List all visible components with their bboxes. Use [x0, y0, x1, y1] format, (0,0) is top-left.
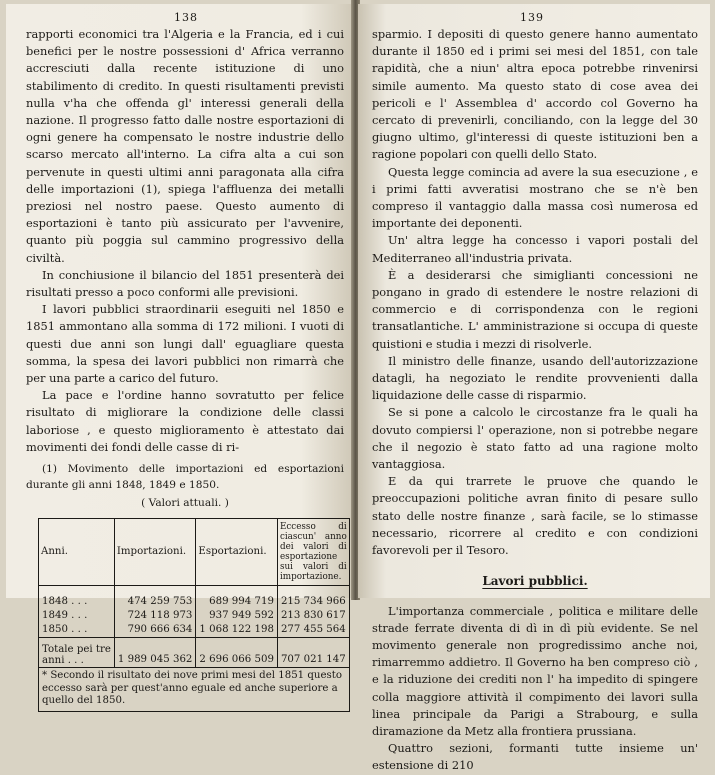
table-caption: ( Valori attuali. ): [141, 497, 229, 510]
paragraph: sparmio. I depositi di questo genere hanno aumentato durante il 1850 ed i primi sei mesi del 1851, con tale rapidità, che a niun' altra epoca potrebbe rinvenirsi simile aumento. Ma questo stato di cose avea dei pericoli e l' Assemblea d' accordo col Governo ha cercato di prevenirli, conciliando, con la legge del 30 giugno ultimo, gl'interessi di queste istituzioni ben a ragione popolari con quelli dello Stato.: [372, 27, 698, 162]
paragraph: In conchiusione il bilancio del 1851 presenterà dei risultati presso a poco conformi alle previsioni.: [26, 267, 344, 300]
paragraph: L'importanza commerciale , politica e militare delle strade ferrate diventa di dì in dì più evidente. Se nel movimento generale non progredissimo anche noi, rimarremmo addietro. Il Governo ha ben compreso ciò , e la riduzione dei crediti non l' ha impedito di spingere colla maggiore attività il compimento dei lavori sulla linea principale da Parigi a Strabourg, e sulla diramazione da Metz alla frontiera prussiana.: [372, 603, 698, 738]
table-cell: 1849 . . .: [39, 609, 115, 623]
paragraph: La pace e l'ordine hanno sovratutto per felice risultato di migliorare la condizione delle classi laboriose , e questo miglioramento è attestato dai movimenti dei fondi delle casse di ri-: [26, 388, 344, 454]
right-page-text: [372, 26, 698, 775]
trade-table: [38, 518, 350, 712]
total-label-line: anni . . .: [42, 655, 84, 667]
table-cell: 2 696 066 509: [196, 638, 278, 668]
paragraph: Se si pone a calcolo le circostanze fra le quali ha dovuto compiersi l' operazione, non si potrebbe negare che il negozio è stato fatto ad una ragione molto vantaggiosa.: [372, 405, 698, 472]
paragraph: Quattro sezioni, formanti tutte insieme un' estensione di 210: [372, 741, 698, 773]
table-cell: 707 021 147: [277, 638, 349, 668]
section-heading: Lavori pubblici.: [482, 574, 588, 589]
total-label-line: Totale pei tre: [42, 644, 111, 656]
table-total-row: [39, 638, 350, 668]
table-cell: 213 830 617: [280, 610, 346, 622]
table-cell: 1848 . . .: [39, 586, 115, 610]
page-number: 139: [520, 11, 544, 24]
left-page: [6, 4, 353, 707]
table-note: * Secondo il risultato dei nove primi mesi del 1851 questo eccesso sarà per quest'anno eguale ed anche superiore a quello del 1850.: [42, 670, 342, 707]
table-row: [39, 609, 350, 623]
table-cell: 1850 . . .: [39, 623, 115, 638]
paragraph: E da qui trarrete le pruove che quando le preoccupazioni politiche avran finito di pesare sullo stato delle nostre finanze , sarà facile, se lo stimasse necessario, ricorrere al credito e con condizioni favorevoli per il Tesoro.: [372, 474, 698, 558]
left-page-text: [26, 26, 347, 712]
paragraph: Il ministro delle finanze, usando dell'autorizzazione datagli, ha negoziato le rendite provvenienti dalla liquidazione delle casse di risparmio.: [372, 353, 698, 403]
table-cell: 689 994 719: [196, 586, 278, 610]
column-header: Anni.: [39, 519, 115, 586]
table-cell: 724 118 973: [114, 609, 196, 623]
paragraph: Un' altra legge ha concesso i vapori postali del Mediterraneo all'industria privata.: [372, 233, 698, 265]
paragraph: Questa legge comincia ad avere la sua esecuzione , e i primi fatti avveratisi mostrano che se n'è ben compreso il vantaggio dalla massa così numerosa ed importante dei deponenti.: [372, 164, 698, 231]
table-cell: 474 259 753: [114, 586, 196, 610]
paragraph: rapporti economici tra l'Algeria e la Francia, ed i cui benefici per le nostre possessioni d' Africa verranno accresciuti dalla recente istituzione di uno stabilimento di credito. In questi risultamenti previsti nulla v'ha che offenda gl' interessi generali della nazione. Il progresso fatto dalle nostre esportazioni di ogni genere ha compensato le nostre industrie dello scarso mercato all'interno. La cifra alta a cui son pervenute in questi ultimi anni paragonata alla cifra delle importazioni (1), spiega l'affluenza dei metalli preziosi nel nostro paese. Questo aumento di esportazioni è tanto più assicurato per l'avvenire, quanto più poggia sul cammino progressivo della civiltà.: [26, 27, 344, 265]
table-cell: 277 455 564: [280, 624, 346, 636]
table-cell: 937 949 592: [196, 609, 278, 623]
table-row: [39, 586, 350, 610]
page-number: 138: [174, 11, 198, 24]
table-row: [39, 623, 350, 638]
right-page: [358, 4, 710, 773]
paragraph: È a desiderarsi che simiglianti concessioni ne pongano in grado di estendere le nostre relazioni di commercio e di corrispondenza con le regioni transatlantiche. L' amministrazione si occupa di queste quistioni e studia i mezzi di risolverle.: [372, 267, 698, 351]
table-cell: 215 734 966: [280, 596, 346, 608]
column-header: Esportazioni.: [196, 519, 278, 586]
table-cell: 1 068 122 198: [196, 623, 278, 638]
table-cell: 1 989 045 362: [114, 638, 196, 668]
table-cell: 790 666 634: [114, 623, 196, 638]
paragraph: I lavori pubblici straordinarii eseguiti nel 1850 e 1851 ammontano alla somma di 172 milioni. I vuoti di questi due anni son lungi dall' eguagliare questa somma, la spesa dei lavori pubblici non rimarrà che per una parte a carico del futuro.: [26, 302, 344, 386]
column-header: Importazioni.: [114, 519, 196, 586]
footnote: (1) Movimento delle importazioni ed esportazioni durante gli anni 1848, 1849 e 1850.: [26, 463, 344, 491]
column-header: Eccesso di ciascun' anno dei valori di esportazione sui valori di importazione.: [277, 519, 349, 586]
total-label: [39, 638, 115, 668]
